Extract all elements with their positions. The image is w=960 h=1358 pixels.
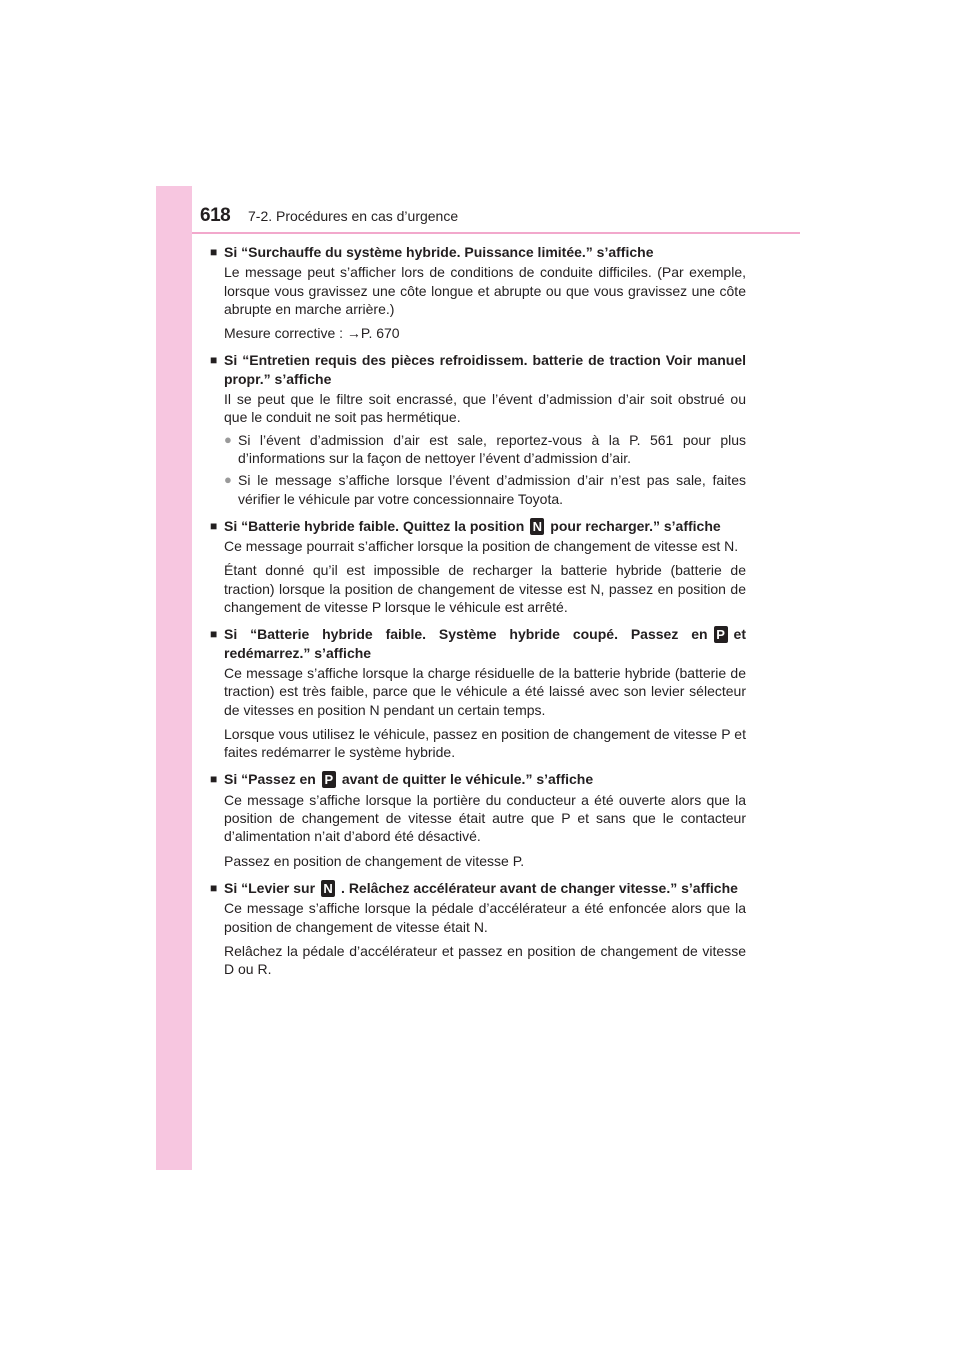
section-title: Si “Levier sur N . Relâchez accélérateur avant de changer vitesse.” s’affiche [224, 879, 738, 896]
section-marker-icon: ■ [210, 772, 218, 787]
paragraph: Mesure corrective : →P. 670 [224, 325, 400, 342]
gear-p-icon: P [714, 626, 728, 643]
paragraph: Il se peut que le filtre soit encrassé, que l’évent d’admission d’air soit obstrué ou que le conduit ne soit pas hermétique. [224, 391, 746, 426]
gear-p-icon: P [322, 771, 336, 788]
chapter-title: 7-2. Procédures en cas d’urgence [248, 208, 459, 224]
chapter-tab-sidebar [156, 186, 192, 1170]
bullet-item: ● Si le message s’affiche lorsque l’évent d’admission d’air n’est pas sale, faites vérifier le véhicule par votre concessionnaire Toyota. [224, 472, 746, 507]
section-title: Si “Batterie hybride faible. Système hybride coupé. Passez en P et redémarrez.” s’affiche [224, 626, 746, 661]
section-shift-to-p [210, 770, 746, 869]
bullet-icon: ● [224, 431, 232, 447]
section-cooling-maintenance [210, 351, 746, 507]
section-battery-low-p [210, 625, 746, 761]
paragraph: Ce message pourrait s’afficher lorsque la position de changement de vitesse est N. [224, 538, 739, 555]
section-battery-low-n [210, 517, 746, 616]
paragraph: Relâchez la pédale d’accélérateur et passez en position de changement de vitesse D ou R. [224, 942, 746, 978]
section-marker-icon: ■ [210, 518, 218, 533]
paragraph: Ce message s’affiche lorsque la pédale d’accélérateur a été enfoncée alors que la position de changement de vitesse était N. [224, 900, 746, 935]
bullet-item: ● Si l’évent d’admission d’air est sale, reportez-vous à la P. 561 pour plus d’informations sur la façon de nettoyer l’évent d’admission d’air. [224, 431, 746, 466]
gear-n-icon: N [530, 518, 544, 535]
section-title: Si “Passez en P avant de quitter le véhicule.” s’affiche [224, 771, 594, 788]
paragraph: Lorsque vous utilisez le véhicule, passez en position de changement de vitesse P et faites redémarrer le système hybride. [224, 725, 746, 761]
bullet-icon: ● [224, 472, 232, 488]
section-marker-icon: ■ [210, 880, 218, 895]
gear-n-icon: N [321, 880, 335, 897]
paragraph: Le message peut s’afficher lors de conditions de conduite difficiles. (Par exemple, lorsque vous gravissez une côte longue et abrupte ou que vous gravissez une côte abrupte en marche arrière.) [224, 264, 746, 317]
section-overheat [210, 243, 746, 342]
paragraph: Passez en position de changement de vitesse P. [224, 852, 525, 869]
section-lever-n [210, 879, 746, 978]
section-marker-icon: ■ [210, 245, 218, 259]
header-rule [192, 232, 800, 234]
section-marker-icon: ■ [210, 353, 218, 368]
page-content [210, 243, 746, 978]
paragraph: Ce message s’affiche lorsque la portière du conducteur a été ouverte alors que la position de changement de vitesse était autre que P et sans que le contacteur d’alimentation n’ait d’abord été désactivé. [224, 791, 746, 845]
section-title: Si “Batterie hybride faible. Quittez la position N pour recharger.” s’affiche [224, 517, 721, 534]
paragraph: Étant donné qu’il est impossible de recharger la batterie hybride (batterie de traction) lorsque la position de changement de vitesse est N, passez en position de changement de vitesse P lorsque le véhicule est arrêté. [224, 562, 746, 616]
paragraph: Ce message s’affiche lorsque la charge résiduelle de la batterie hybride (batterie de traction) est très faible, parce que le véhicule a été laissé avec son levier sélecteur de vitesses en position N pendant un certain temps. [224, 664, 746, 718]
section-title: Si “Surchauffe du système hybride. Puissance limitée.” s’affiche [224, 244, 654, 260]
section-marker-icon: ■ [210, 627, 218, 642]
section-title: Si “Entretien requis des pièces refroidissem. batterie de traction Voir manuel propr.” s’affiche [224, 352, 746, 387]
page-number: 618 [200, 205, 231, 226]
